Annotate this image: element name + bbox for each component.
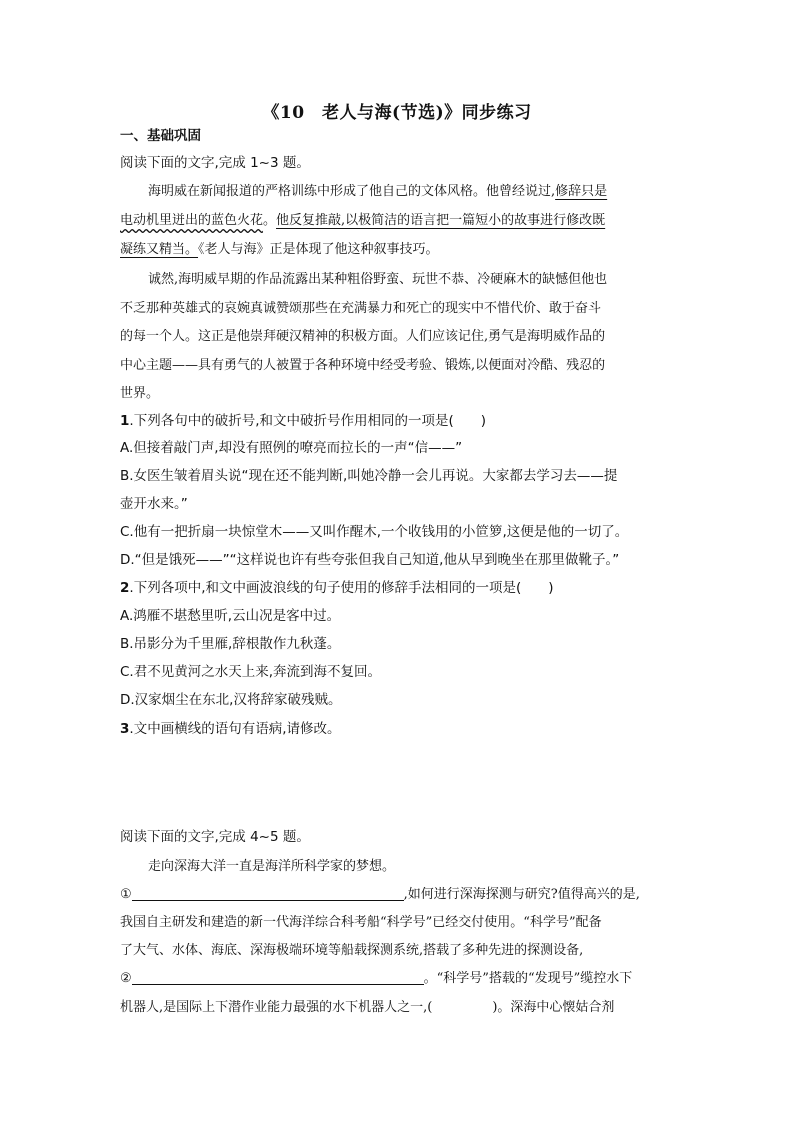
q2-option-c: C.君不见黄河之水天上来,奔流到海不复回。 [120, 664, 382, 680]
passage3-line2 [120, 883, 680, 902]
question-text: .下列各项中,和文中画波浪线的句子使用的修辞手法相同的一项是( ) [129, 580, 554, 596]
passage2-line3: 的每一个人。这正是他崇拜硬汉精神的积极方面。人们应该记住,勇气是海明威作品的 [120, 329, 606, 344]
question-1-stem [120, 409, 680, 429]
passage3-text: )。深海中心懐姑合剂 [492, 1000, 615, 1015]
straight-underlined-text: 修辞只是 [555, 184, 608, 199]
passage1-text: 《老人与海》正是体现了他这种叙事技巧。 [198, 242, 439, 257]
section-heading: 一、基础巩固 [120, 128, 201, 144]
straight-underlined-text: 他反复推敲,以极简洁的语言把一篇短小的故事进行修改既 [276, 213, 606, 228]
q1-option-a: A.但接着敲门声,却没有照例的嘹亮而拉长的一声“信——” [120, 440, 463, 456]
question-2-stem [120, 576, 680, 596]
passage3-line1: 走向深海大洋一直是海洋所科学家的梦想。 [148, 859, 396, 874]
passage3-text: 。“科学号”搭载的“发现号”缆控水下 [423, 971, 633, 986]
passage1-line2 [120, 209, 680, 228]
q1-option-c: C.他有一把折扇一块惊堂木——又叫作醒木,一个收钱用的小笸箩,这便是他的一切了。 [120, 524, 629, 540]
passage3-line4: 了大气、水体、海底、深海极端环境等船载探测系统,搭载了多种先进的探测设备, [120, 943, 584, 958]
passage3-text: 机器人,是国际上下潜作业能力最强的水下机器人之一,( [120, 1000, 433, 1015]
passage2-line2: 不乏那种英雄式的哀婉真诚赞颂那些在充满暴力和死亡的现实中不惜代价、敢于奋斗 [120, 301, 602, 316]
passage2-line5: 世界。 [120, 386, 160, 401]
question-text: .下列各句中的破折号,和文中破折号作用相同的一项是( ) [129, 413, 487, 429]
q1-option-b-cont: 壶开水来。” [120, 496, 188, 512]
question-3-stem [120, 717, 680, 737]
passage2-line1: 诚然,海明威早期的作品流露出某种粗俗野蛮、玩世不恭、冷硬麻木的缺憾但他也 [148, 272, 608, 287]
fill-in-blank-2[interactable] [132, 970, 424, 985]
q1-option-d: D.“但是饿死——”“这样说也许有些夸张但我自己知道,他从早到晚坐在那里做靴子。” [120, 552, 620, 568]
page-title: 《10 老人与海(节选)》同步练习 [262, 103, 532, 123]
passage3-line5 [120, 967, 680, 986]
wavy-underlined-text: 电动机里迸出的蓝色火花 [120, 213, 264, 228]
fill-in-blank-1[interactable] [132, 886, 404, 901]
q2-option-a: A.鸿雁不堪愁里听,云山况是客中过。 [120, 608, 341, 624]
straight-underlined-text: 凝练又精当。 [120, 242, 199, 257]
passage1-line3 [120, 238, 680, 257]
passage1-text: 海明威在新闻报道的严格训练中形成了他自己的文体风格。他曾经说过, [148, 184, 556, 199]
passage1-line1 [148, 180, 680, 199]
blank-marker-1: ① [120, 887, 132, 902]
q1-option-b: B.女医生皱着眉头说“现在还不能判断,叫她冷静一会儿再说。大家都去学习去——提 [120, 468, 618, 484]
passage3-line3: 我国自主研发和建造的新一代海洋综合科考船“科学号”已经交付使用。“科学号”配备 [120, 915, 602, 930]
reading-intro-1: 阅读下面的文字,完成 1~3 题。 [120, 155, 310, 171]
question-number: 2 [120, 580, 130, 596]
q2-option-b: B.吊影分为千里雁,辞根散作九秋蓬。 [120, 636, 341, 652]
q2-option-d: D.汉家烟尘在东北,汉将辞家破残贼。 [120, 692, 342, 708]
passage3-text: ,如何进行深海探测与研究?值得高兴的是, [403, 887, 640, 902]
question-text: .文中画横线的语句有语病,请修改。 [129, 721, 341, 737]
question-number: 3 [120, 721, 130, 737]
blank-marker-2: ② [120, 971, 132, 986]
passage1-text: 。 [263, 213, 277, 228]
passage2-line4: 中心主题——具有勇气的人被置于各种环境中经受考验、锻炼,以便面对冷酷、残忍的 [120, 358, 606, 373]
passage3-line6 [120, 996, 680, 1015]
question-number: 1 [120, 413, 130, 429]
reading-intro-2: 阅读下面的文字,完成 4~5 题。 [120, 829, 310, 845]
